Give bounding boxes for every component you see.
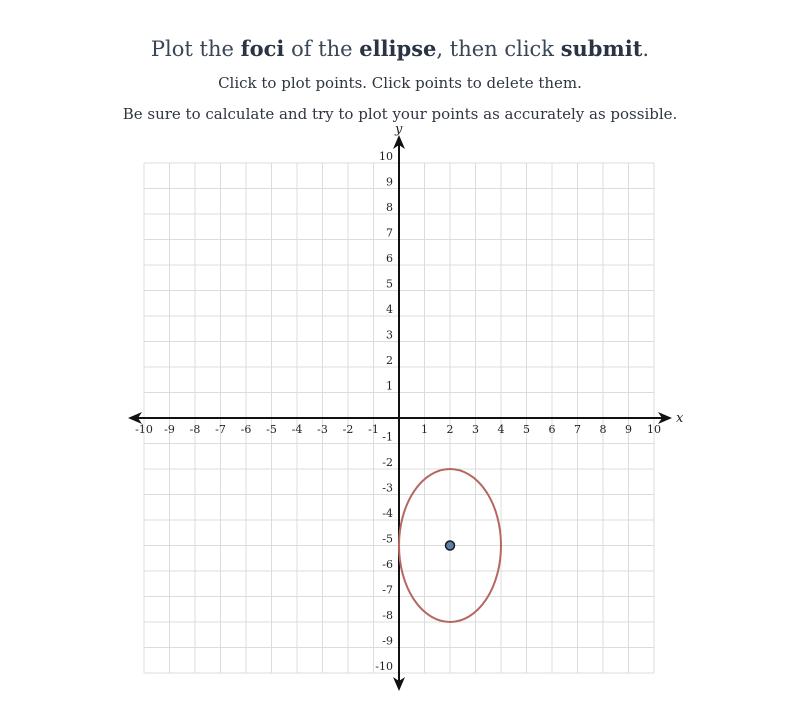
submit-keyword: submit <box>560 36 643 61</box>
x-tick-label: 9 <box>625 423 632 436</box>
y-tick-label: -3 <box>382 481 393 495</box>
x-tick-label: -3 <box>317 423 328 436</box>
x-tick-label: 8 <box>599 423 607 436</box>
x-tick-label: 2 <box>446 423 454 436</box>
instruction-accuracy: Be sure to calculate and try to plot your points as accurately as possible. <box>122 105 678 123</box>
x-tick-label: 1 <box>421 423 428 436</box>
y-tick-label: -4 <box>382 507 393 520</box>
y-tick-label: -7 <box>382 583 393 597</box>
axes <box>128 135 672 691</box>
y-tick-label: 7 <box>386 226 393 240</box>
ellipse-keyword: ellipse <box>359 36 437 61</box>
x-tick-label: 10 <box>647 423 661 436</box>
y-tick-label: 1 <box>386 379 393 393</box>
x-tick-label: 3 <box>472 423 479 436</box>
prompt-text-3: , then click <box>436 37 561 61</box>
y-tick-label: 8 <box>386 201 393 214</box>
y-tick-label: -10 <box>375 660 393 673</box>
y-tick-label: -9 <box>382 634 393 648</box>
foci-keyword: foci <box>240 36 285 61</box>
y-tick-label: 3 <box>386 328 393 342</box>
x-tick-label: -9 <box>164 423 175 436</box>
x-tick-label: -2 <box>342 423 354 436</box>
x-tick-label: -6 <box>240 423 252 436</box>
y-tick-label: -5 <box>382 532 393 546</box>
x-tick-label: -8 <box>189 423 201 436</box>
prompt-text-2: of the <box>284 37 360 61</box>
x-tick-label: -1 <box>368 423 379 436</box>
y-tick-label: 6 <box>386 252 393 265</box>
x-tick-label: 7 <box>574 423 581 436</box>
y-tick-label: -2 <box>382 456 393 469</box>
y-tick-label: -6 <box>382 558 393 571</box>
x-tick-label: -5 <box>266 423 277 436</box>
y-tick-label: 5 <box>386 277 393 291</box>
y-axis-label: y <box>395 122 403 137</box>
x-tick-label: -10 <box>135 423 153 436</box>
prompt-text-1: Plot the <box>150 37 241 61</box>
instruction-click-to-plot: Click to plot points. Click points to delete them. <box>218 74 582 92</box>
y-tick-label: 9 <box>386 175 393 189</box>
x-tick-label: 4 <box>497 423 505 436</box>
y-tick-label: 10 <box>379 150 393 163</box>
y-tick-label: -8 <box>382 609 393 622</box>
x-tick-label: -7 <box>215 423 226 436</box>
x-axis-label: x <box>676 411 684 426</box>
y-tick-label: -1 <box>382 430 393 444</box>
y-tick-label: 4 <box>386 303 393 316</box>
x-tick-label: 6 <box>548 423 556 436</box>
y-tick-label: 2 <box>386 354 393 367</box>
plotted-point[interactable] <box>446 541 455 550</box>
plotted-points[interactable] <box>446 541 455 550</box>
x-tick-label: 5 <box>523 423 530 436</box>
x-tick-label: -4 <box>291 423 303 436</box>
prompt-text-4: . <box>642 37 650 61</box>
